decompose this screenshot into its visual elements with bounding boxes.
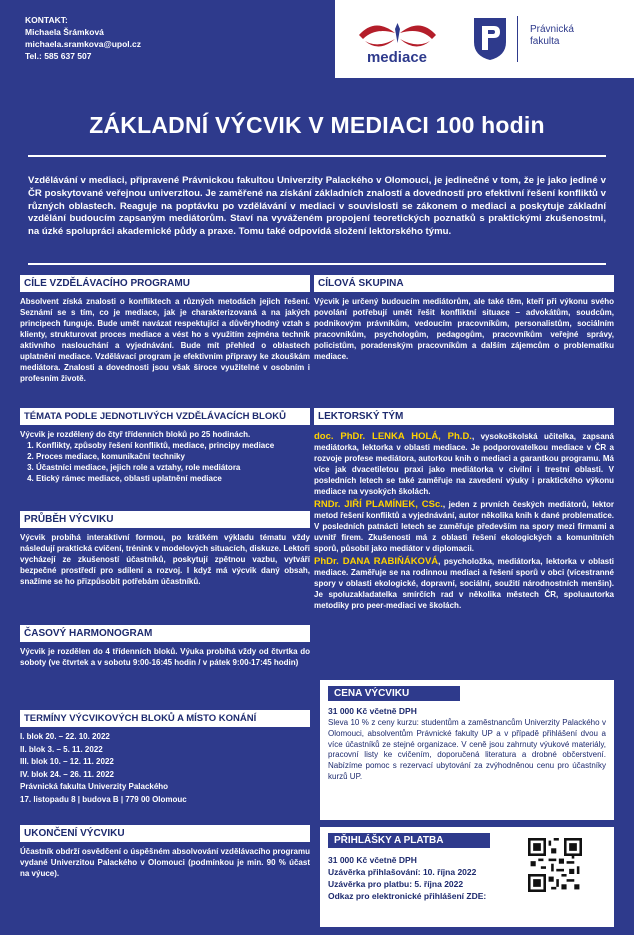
venue-name: Právnická fakulta Univerzity Palackého xyxy=(20,782,169,791)
section-ukonceni xyxy=(20,825,310,879)
section-heading: UKONČENÍ VÝCVIKU xyxy=(20,825,310,842)
section-heading: LEKTORSKÝ TÝM xyxy=(314,408,614,425)
lecturer-bio: , vysokoškolská učitelka, zapsaná mediátorka, lektorka v oblasti mediace. Je podporovatelkou mediace v ČR a rozvoje profese mediátora, autorkou knih o mediaci a garantkou programu. Má více jak dvacetiletou praxi jako mediátorka v civilní i trestní oblasti. V posledních letech se také zaměřuje na zavedení výuky i praktického výkonu mediace na vysokých školách. xyxy=(314,432,614,496)
contact-label: KONTAKT: xyxy=(25,15,68,25)
list-item: 2. Proces mediace, komunikační techniky xyxy=(36,451,310,462)
list-item: 1. Konflikty, způsoby řešení konfliktů, mediace, principy mediace xyxy=(36,440,310,451)
section-heading: CÍLE VZDĚLÁVACÍHO PROGRAMU xyxy=(20,275,310,292)
block-date: II. blok 3. – 5. 11. 2022 xyxy=(20,744,103,754)
payment-deadline: Uzávěrka pro platbu: 5. října 2022 xyxy=(328,879,464,889)
intro-text: Vzdělávání v mediaci, připravené Právnickou fakultou Univerzity Palackého v Olomouci, je jedinečné v tom, že je jako jediné v ČR poskytované veřejnou univerzitou. Je zaměřené na získání základních znalostí a dovedností pro efektivní řešení konfliktů v různých oblastech. Reaguje na poptávku po vzdělávání v mediaci v souvislosti se zákonem o mediaci a poskytuje základní vzdělání budoucím zapsaným mediátorům. Staví na vyváženém propojení teoretických poznatků s praktickými zkušenostmi, na úzké spolupráci akademické půdy a praxe. Tomu také odpovídá složení lektorského týmu. xyxy=(28,175,606,238)
logo-divider xyxy=(517,16,518,62)
section-lektori xyxy=(314,408,614,611)
section-harmonogram xyxy=(20,625,310,668)
faculty-name xyxy=(530,24,574,48)
section-heading: CENA VÝCVIKU xyxy=(328,686,460,701)
section-heading: TÉMATA PODLE JEDNOTLIVÝCH VZDĚLÁVACÍCH BLOKŮ xyxy=(20,408,310,425)
block-date: I. blok 20. – 22. 10. 2022 xyxy=(20,732,110,741)
section-heading: CÍLOVÁ SKUPINA xyxy=(314,275,614,292)
section-temata xyxy=(20,408,310,484)
section-intro: Výcvik je rozdělený do čtyř třídenních bloků po 25 hodinách. xyxy=(20,430,251,439)
contact-phone: Tel.: 585 637 507 xyxy=(25,51,92,61)
section-body: Účastník obdrží osvědčení o úspěšném absolvování vzdělávacího programu vydané Univerzitou Palackého v Olomouci (podmínkou je min. 90 % účast na výuce). xyxy=(20,847,310,878)
title-rule xyxy=(28,155,606,157)
section-body: Výcvik probíhá interaktivní formou, po krátkém výkladu tématu vždy následují praktická cvičení, trénink v modelových situacích, diskuze. Lektoři vycházejí ze zkušeností účastníků, poskytují zpětnou vazbu, vytváří bezpečné prostředí pro sdílení a rozvoj. I když má výcvik daný obsah, snažíme se ho přizpůsobit potřebám účastníků. xyxy=(20,533,310,586)
section-prubeh xyxy=(20,511,310,587)
contact-name: Michaela Šrámková xyxy=(25,27,104,37)
section-body: Výcvik je určený budoucím mediátorům, ale také těm, kteří při výkonu svého povolání potřebují umět řešit konfliktní situace – advokátům, soudcům, podnikovým právníkům, vedoucím pracovníkům, personalistům, sociálním pracovníkům, psychologům, pedagogům, pracovníkům veřejné správy, policistům, poradenským pracovníkům a dalším zájemcům o problematiku mediace. xyxy=(314,297,614,361)
venue-address: 17. listopadu 8 | budova B | 779 00 Olomouc xyxy=(20,794,187,804)
section-skupina xyxy=(314,275,614,362)
lecturer-name: PhDr. DANA RABIŇÁKOVÁ xyxy=(314,556,439,567)
section-body: Absolvent získá znalosti o konfliktech a různých metodách jejich řešení. Seznámí se s tím, co je mediace, jak je charakterizovaná a na jakých principech funguje. Bude umět navázat respektující a důvěryhodný vztah s klienty, strukturovat proces mediace a vést ho s využitím zejména technik aktivního naslouchání a vyjednávání. Bude mít přehled o oblastech uplatnění mediace. Vzdělávací program je efektivním přípravy ke zkouškám mediátora. Znalosti a dovednosti jsou však široce využitelné v osobním i profesním životě. xyxy=(20,297,310,383)
lecturer-name: RNDr. JIŘÍ PLAMÍNEK, CSc. xyxy=(314,499,443,510)
section-cil xyxy=(20,275,310,384)
section-terminy xyxy=(20,710,310,806)
block-date: IV. blok 24. – 26. 11. 2022 xyxy=(20,769,114,779)
lecturer-bio: , jeden z prvních českých mediátorů, lektor metod řešení konfliktů a vyjednávání, autor několika knih k dané problematice. V posledních patnácti letech se zaměřuje především na spory mezi firmami a uvnitř firem. Zkušenosti má z oblasti řešení ekologických a komunitních sporů, působil jako mediátor v diplomacii. xyxy=(314,500,615,553)
mediace-logo-text: mediace xyxy=(366,49,428,66)
topic-list xyxy=(20,440,310,484)
price-box xyxy=(320,680,614,820)
price-line: 31 000 Kč včetně DPH xyxy=(328,855,417,865)
page-title: ZÁKLADNÍ VÝCVIK V MEDIACI 100 hodin xyxy=(89,112,545,138)
section-body: Výcvik je rozdělen do 4 třídenních bloků. Výuka probíhá vždy od čtvrtka do soboty (ve čtvrtek a v sobotu 9:00-16:45 hodin / v pátek 9:00-17:45 hodin) xyxy=(20,647,310,667)
section-heading: TERMÍNY VÝCVIKOVÝCH BLOKŮ A MÍSTO KONÁNÍ xyxy=(20,710,310,727)
registration-deadline: Uzávěrka přihlašování: 10. října 2022 xyxy=(328,867,477,877)
contact-block xyxy=(25,14,141,62)
university-seal-icon xyxy=(470,14,510,62)
qr-code-icon[interactable] xyxy=(528,838,582,892)
lecturer-bio: , psycholožka, mediátorka, lektorka v oblasti mediace. Zaměřuje se na rodinnou mediaci a řešení sporů v obci (vícestranné spory v oblasti ekologické, dopravní, sociální, soužití národnostních menšin). Je spoluzakladatelka smírčích rad v několika městech ČR, spoluautorka metodiky pro peer-mediaci ve školách. xyxy=(314,557,614,610)
price-details: Sleva 10 % z ceny kurzu: studentům a zaměstnancům Univerzity Palackého v Olomouci, absolventům Právnické fakulty UP a v případě přihlášení dvou a více účastníků ze stejné organizace. V ceně jsou zahrnuty výukové materiály, pracovní listy ke cvičením, doporučená literatura a drobné občerstvení. Nabízíme pomoc s rezervací ubytování za zvýhodněnou cenu pro účastníky kurzů UP. xyxy=(328,718,606,781)
registration-link[interactable]: Odkaz pro elektronické přihlášení ZDE: xyxy=(328,891,487,901)
section-body xyxy=(20,731,310,806)
list-item: 4. Etický rámec mediace, oblasti uplatnění mediace xyxy=(36,473,310,484)
list-item: 3. Účastníci mediace, jejich role a vztahy, role mediátora xyxy=(36,462,310,473)
price: 31 000 Kč včetně DPH xyxy=(328,706,417,716)
intro-rule xyxy=(28,263,606,265)
section-heading: PŘIHLÁŠKY A PLATBA xyxy=(328,833,490,848)
faculty-line1: Právnická xyxy=(530,24,574,35)
contact-email[interactable]: michaela.sramkova@upol.cz xyxy=(25,39,142,49)
faculty-line2: fakulta xyxy=(530,36,560,47)
lecturer-name: doc. PhDr. LENKA HOLÁ, Ph.D. xyxy=(314,431,472,442)
lecturer-entry xyxy=(314,499,614,554)
section-heading: PRŮBĚH VÝCVIKU xyxy=(20,511,310,528)
section-heading: ČASOVÝ HARMONOGRAM xyxy=(20,625,310,642)
block-date: III. blok 10. – 12. 11. 2022 xyxy=(20,757,114,766)
lecturer-entry xyxy=(314,556,614,611)
lecturer-entry xyxy=(314,431,614,497)
